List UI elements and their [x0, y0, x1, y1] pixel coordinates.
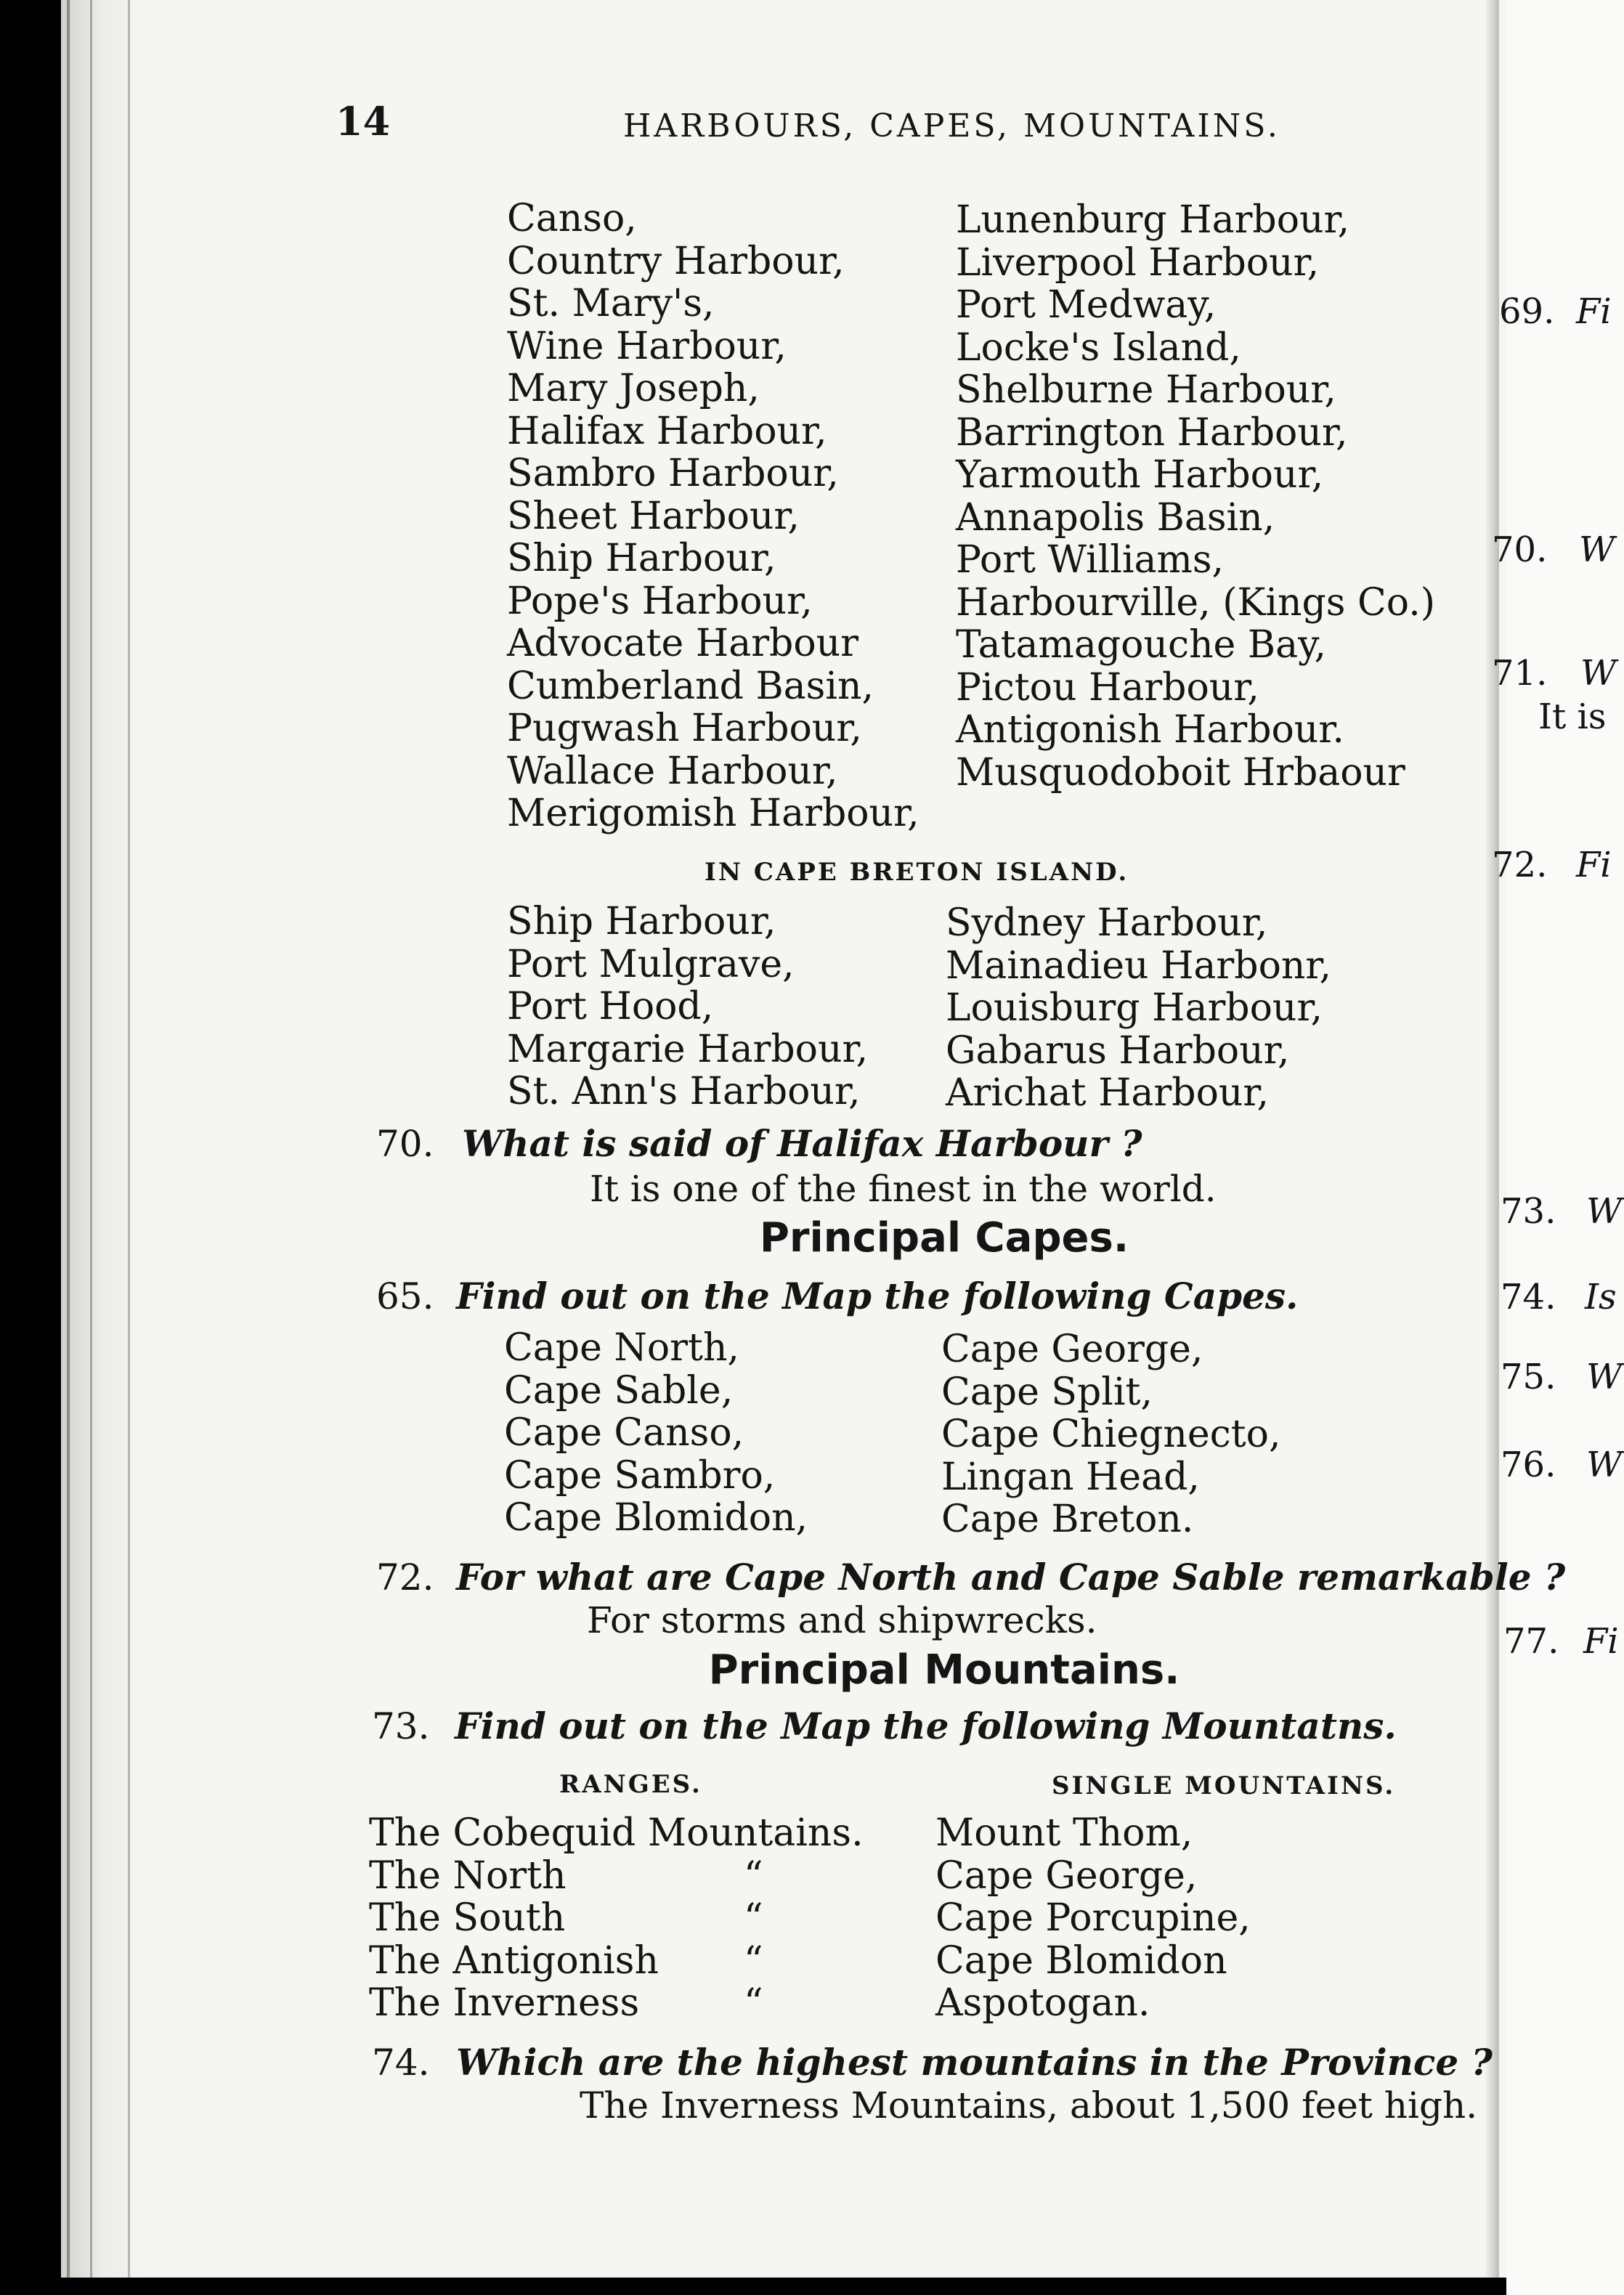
next-page-fragment: W: [1586, 1357, 1623, 1397]
question-number: 73.: [372, 1705, 430, 1747]
capes-right-column: [941, 1328, 1281, 1543]
gutter-line: [67, 0, 70, 2278]
page-gutter: [61, 0, 148, 2278]
ranges-heading: RANGES.: [559, 1770, 702, 1799]
list-item: Liverpool Harbour,: [956, 240, 1320, 285]
list-item: The South: [369, 1896, 566, 1940]
question-number: 70.: [376, 1123, 434, 1165]
next-page-fragment: Fi: [1576, 291, 1612, 332]
gutter-line: [90, 0, 92, 2278]
list-item: Cape Canso,: [504, 1411, 744, 1455]
list-item: Wallace Harbour,: [507, 749, 838, 793]
list-item: Port Williams,: [956, 538, 1225, 582]
list-item: Pictou Harbour,: [956, 665, 1259, 710]
question-text: Find out on the Map the following Mountatns.: [455, 1705, 1397, 1747]
list-item: Cape Sable,: [504, 1368, 734, 1413]
next-page-fragment: 69.: [1499, 291, 1555, 332]
list-item: The Inverness: [369, 1981, 640, 2025]
single-mountains-heading: SINGLE MOUNTAINS.: [1052, 1771, 1396, 1800]
list-item: Margarie Harbour,: [507, 1027, 869, 1071]
cape-breton-left-column: [507, 900, 869, 1116]
list-item: Mount Thom,: [935, 1811, 1193, 1855]
list-item: The Cobequid Mountains.: [369, 1811, 864, 1855]
next-page-fragment: 76.: [1501, 1445, 1556, 1485]
list-item: Cape George,: [941, 1328, 1203, 1371]
list-item: St. Mary's,: [507, 282, 715, 325]
list-item: Ship Harbour,: [507, 537, 776, 580]
list-item: Advocate Harbour: [507, 622, 858, 665]
adjacent-page: [1506, 0, 1624, 2295]
ditto-column: [744, 1814, 763, 2027]
ditto-mark: “: [744, 1896, 763, 1940]
list-item: Cape Blomidon: [935, 1938, 1227, 1983]
list-item: St. Ann's Harbour,: [507, 1070, 861, 1113]
cape-breton-right-column: [946, 901, 1332, 1117]
capes-left-column: [504, 1326, 808, 1542]
list-item: Cape Sambro,: [504, 1453, 776, 1498]
section-title: Principal Mountains.: [708, 1646, 1180, 1694]
list-item: Pugwash Harbour,: [507, 707, 862, 750]
list-item: Cape Breton.: [941, 1498, 1194, 1541]
list-item: Sydney Harbour,: [946, 901, 1268, 945]
next-page-fragment: W: [1579, 529, 1615, 570]
list-item: Cape Split,: [941, 1370, 1153, 1414]
next-page-fragment: 77.: [1503, 1621, 1559, 1662]
list-item: Shelburne Harbour,: [956, 368, 1336, 412]
answer-text: For storms and shipwrecks.: [587, 1599, 1097, 1641]
list-item: Mainadieu Harbonr,: [946, 943, 1332, 988]
question-text: What is said of Halifax Harbour ?: [462, 1122, 1142, 1165]
ditto-mark: “: [744, 1938, 763, 1983]
question-number: 74.: [372, 2042, 430, 2084]
list-item: Merigomish Harbour,: [507, 792, 919, 835]
ranges-column: [369, 1811, 864, 2027]
page-edge-shadow: [1485, 0, 1499, 2278]
ditto-mark: “: [744, 1853, 763, 1898]
running-header: HARBOURS, CAPES, MOUNTAINS.: [623, 107, 1280, 145]
list-item: Canso,: [507, 197, 637, 240]
page-number: 14: [336, 98, 391, 145]
question-text: For what are Cape North and Cape Sable remarkable ?: [456, 1556, 1566, 1599]
list-item: Port Medway,: [956, 283, 1217, 327]
ditto-mark: [744, 1814, 763, 1857]
list-item: Louisburg Harbour,: [946, 986, 1323, 1030]
ditto-mark: “: [744, 1981, 763, 2025]
section-title: Principal Capes.: [759, 1214, 1129, 1262]
next-page-fragment: Fi: [1576, 845, 1612, 885]
next-page-fragment: It is: [1538, 696, 1607, 737]
next-page-fragment: 74.: [1501, 1277, 1556, 1317]
list-item: Cape Blomidon,: [504, 1496, 808, 1540]
list-item: Sambro Harbour,: [507, 452, 839, 495]
list-item: Antigonish Harbour.: [956, 708, 1344, 752]
next-page-fragment: 72.: [1492, 845, 1548, 885]
next-page-fragment: Is: [1585, 1277, 1617, 1317]
list-item: Ship Harbour,: [507, 900, 776, 943]
next-page-fragment: 71.: [1492, 653, 1548, 694]
question-number: 72.: [376, 1556, 434, 1599]
list-item: Aspotogan.: [935, 1981, 1150, 2025]
harbours-right-column: [956, 198, 1436, 796]
list-item: Cape North,: [504, 1326, 739, 1370]
next-page-fragment: W: [1586, 1191, 1623, 1232]
next-page-fragment: 75.: [1501, 1357, 1556, 1397]
question-text: Find out on the Map the following Capes.: [456, 1275, 1299, 1317]
list-item: Port Hood,: [507, 985, 714, 1028]
list-item: Pope's Harbour,: [507, 579, 813, 623]
list-item: Port Mulgrave,: [507, 942, 795, 986]
list-item: Annapolis Basin,: [956, 495, 1275, 540]
list-item: Cape Chiegnecto,: [941, 1413, 1281, 1456]
harbours-left-column: [507, 197, 919, 837]
list-item: Yarmouth Harbour,: [956, 453, 1324, 497]
answer-text: The Inverness Mountains, about 1,500 feet high.: [580, 2084, 1478, 2127]
list-item: Halifax Harbour,: [507, 409, 827, 453]
list-item: Lingan Head,: [941, 1455, 1200, 1499]
next-page-fragment: W: [1586, 1445, 1623, 1485]
list-item: Locke's Island,: [956, 325, 1241, 370]
list-item: Lunenburg Harbour,: [956, 198, 1350, 242]
list-item: Cumberland Basin,: [507, 664, 874, 708]
list-item: Gabarus Harbour,: [946, 1028, 1290, 1073]
next-page-fragment: W: [1580, 653, 1617, 694]
list-item: Wine Harbour,: [507, 324, 787, 368]
list-item: The Antigonish: [369, 1938, 659, 1983]
question-text: Which are the highest mountains in the Province ?: [456, 2041, 1493, 2084]
list-item: Harbourville, (Kings Co.): [956, 580, 1436, 625]
list-item: Cape Porcupine,: [935, 1896, 1251, 1940]
list-item: Country Harbour,: [507, 239, 845, 283]
single-mountains-column: [935, 1811, 1251, 2027]
gutter-line: [128, 0, 130, 2278]
question-number: 65.: [376, 1275, 434, 1317]
next-page-fragment: 73.: [1501, 1191, 1556, 1232]
list-item: Mary Joseph,: [507, 367, 760, 410]
list-item: Arichat Harbour,: [946, 1071, 1270, 1115]
list-item: Musquodoboit Hrbaour: [956, 750, 1405, 795]
list-item: Barrington Harbour,: [956, 410, 1348, 455]
answer-text: It is one of the finest in the world.: [590, 1168, 1217, 1210]
list-item: The North: [369, 1853, 567, 1898]
next-page-fragment: Fi: [1583, 1621, 1619, 1662]
list-item: Cape George,: [935, 1853, 1198, 1898]
cape-breton-heading: IN CAPE BRETON ISLAND.: [705, 858, 1129, 887]
list-item: Tatamagouche Bay,: [956, 623, 1327, 667]
next-page-fragment: 70.: [1492, 529, 1548, 570]
list-item: Sheet Harbour,: [507, 494, 800, 538]
